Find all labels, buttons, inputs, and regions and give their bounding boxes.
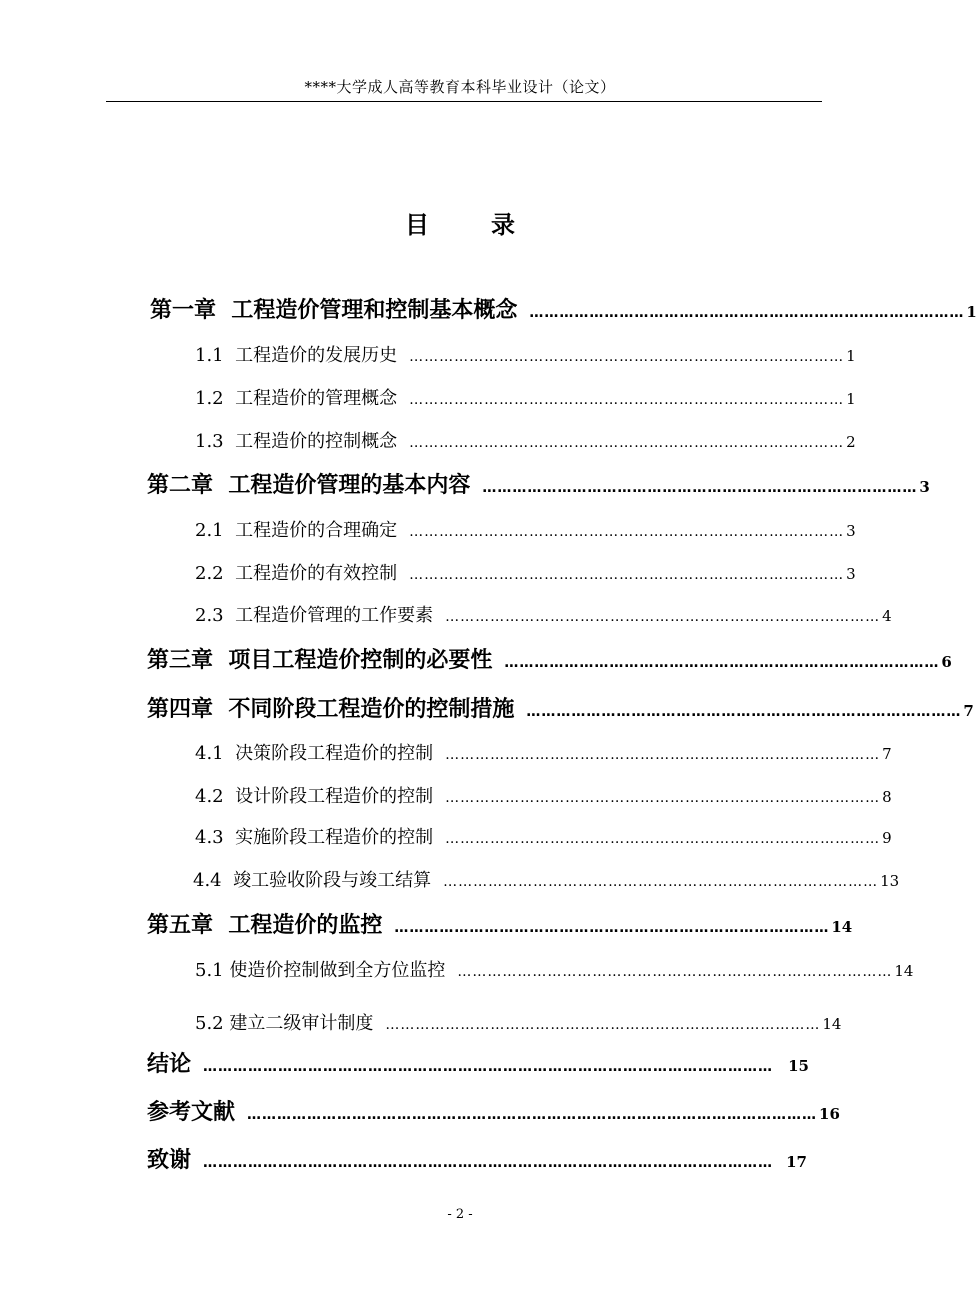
toc-entry-page: 3 <box>846 522 856 540</box>
toc-entry-section-2-1[interactable] <box>195 516 856 542</box>
toc-entry-page: 3 <box>919 478 930 496</box>
toc-leader-dots: …………………………………………………………………………… <box>409 435 845 451</box>
toc-entry-page: 4 <box>882 607 892 625</box>
toc-leader-dots: …………………………………………………………………………… <box>445 831 881 847</box>
toc-entry-number: 1.2 <box>195 388 236 409</box>
toc-entry-title: 工程造价的合理确定 <box>235 520 398 541</box>
toc-entry-page: 14 <box>894 962 914 980</box>
toc-entry-title: 实施阶段工程造价的控制 <box>235 827 434 848</box>
toc-entry-title: 结论 <box>147 1052 192 1077</box>
toc-entry-section-2-3[interactable] <box>195 601 892 627</box>
toc-entry-section-1-3[interactable] <box>195 427 856 453</box>
toc-leader-dots: …………………………………………………………………………… <box>457 964 893 980</box>
toc-entry-number: 1.3 <box>195 431 236 452</box>
toc-entry-page: 16 <box>819 1105 840 1123</box>
toc-leader-dots: …………………………………………………………………………… <box>394 920 830 936</box>
toc-leader-dots: …………………………………………………………………………… <box>445 609 881 625</box>
toc-entry-page: 9 <box>882 829 892 847</box>
toc-entry-chapter-2[interactable] <box>147 468 930 498</box>
toc-entry-page: 14 <box>831 918 853 936</box>
toc-entry-title: 工程造价管理的基本内容 <box>228 473 471 498</box>
toc-entry-section-4-2[interactable] <box>195 782 892 808</box>
toc-entry-title: 工程造价的发展历史 <box>235 345 398 366</box>
toc-leader-dots: …………………………………………………………………………… <box>385 1017 821 1033</box>
toc-entry-chapter-1[interactable] <box>150 293 977 323</box>
toc-entry-number: 4.4 <box>193 870 234 891</box>
toc-leader-dots: …………………………………………………………………………… <box>445 747 881 763</box>
toc-entry-page: 2 <box>846 433 856 451</box>
toc-entry-chapter-4[interactable] <box>147 692 974 722</box>
toc-entry-conclusion[interactable] <box>147 1047 809 1077</box>
toc-entry-number: 4.3 <box>195 827 236 848</box>
toc-entry-title: 工程造价的有效控制 <box>235 563 398 584</box>
toc-entry-title: 不同阶段工程造价的控制措施 <box>228 697 515 722</box>
toc-leader-dots: …………………………………………………………………………………………………… <box>247 1107 818 1123</box>
toc-entry-page: 7 <box>963 702 974 720</box>
toc-entry-title: 使造价控制做到全方位监控 <box>229 960 446 981</box>
toc-leader-dots: …………………………………………………………………………… <box>526 704 962 720</box>
toc-entry-chapter-5[interactable] <box>147 908 853 938</box>
toc-entry-title: 参考文献 <box>147 1100 236 1125</box>
toc-entry-number: 第五章 <box>147 913 229 938</box>
toc-entry-section-1-2[interactable] <box>195 384 856 410</box>
toc-entry-number: 第三章 <box>147 648 229 673</box>
toc-entry-title: 设计阶段工程造价的控制 <box>235 786 434 807</box>
toc-leader-dots: …………………………………………………………………………………………………… <box>203 1155 774 1171</box>
toc-leader-dots: …………………………………………………………………………………………………… <box>203 1059 774 1075</box>
toc-entry-title: 决策阶段工程造价的控制 <box>235 743 434 764</box>
toc-entry-chapter-3[interactable] <box>147 643 952 673</box>
toc-entry-section-4-3[interactable] <box>195 823 892 849</box>
toc-entry-section-2-2[interactable] <box>195 559 856 585</box>
toc-entry-number: 2.2 <box>195 563 236 584</box>
toc-entry-title: 致谢 <box>147 1148 192 1173</box>
toc-entry-references[interactable] <box>147 1095 840 1125</box>
toc-leader-dots: …………………………………………………………………………… <box>409 349 845 365</box>
toc-leader-dots: …………………………………………………………………………… <box>409 524 845 540</box>
toc-entry-acknowledgements[interactable] <box>147 1143 807 1173</box>
toc-entry-title: 项目工程造价控制的必要性 <box>228 648 493 673</box>
toc-entry-title: 工程造价管理的工作要素 <box>235 605 434 626</box>
toc-entry-title: 工程造价管理和控制基本概念 <box>231 298 518 323</box>
toc-entry-page: 6 <box>941 653 952 671</box>
toc-entry-number: 第一章 <box>150 298 232 323</box>
toc-title <box>0 205 920 240</box>
toc-entry-section-5-1[interactable] <box>195 956 914 982</box>
toc-entry-number: 5.2 <box>195 1013 230 1034</box>
toc-entry-number: 第四章 <box>147 697 229 722</box>
toc-entry-page: 1 <box>966 303 977 321</box>
toc-entry-title: 工程造价的监控 <box>228 913 383 938</box>
toc-entry-title: 建立二级审计制度 <box>229 1013 374 1034</box>
toc-entry-page: 8 <box>882 788 892 806</box>
toc-entry-page: 1 <box>846 390 856 408</box>
page-number-footer: - 2 - <box>447 1207 473 1222</box>
toc-leader-dots: …………………………………………………………………………… <box>443 874 879 890</box>
toc-leader-dots: …………………………………………………………………………… <box>529 305 965 321</box>
toc-entry-title: 竣工验收阶段与竣工结算 <box>233 870 432 891</box>
toc-leader-dots: …………………………………………………………………………… <box>409 392 845 408</box>
toc-entry-page: 17 <box>786 1153 807 1171</box>
toc-entry-number: 2.1 <box>195 520 236 541</box>
toc-entry-number: 2.3 <box>195 605 236 626</box>
toc-entry-page: 1 <box>846 347 856 365</box>
toc-entry-number: 1.1 <box>195 345 236 366</box>
toc-entry-number: 5.1 <box>195 960 230 981</box>
toc-entry-page: 14 <box>822 1015 842 1033</box>
toc-entry-number: 4.1 <box>195 743 236 764</box>
toc-entry-number: 4.2 <box>195 786 236 807</box>
header-rule <box>106 101 822 102</box>
running-header: ****大学成人高等教育本科毕业设计（论文） <box>304 78 616 96</box>
toc-leader-dots: …………………………………………………………………………… <box>409 567 845 583</box>
toc-entry-section-5-2[interactable] <box>195 1009 842 1035</box>
toc-title-char-1: 目 <box>405 211 429 239</box>
toc-entry-number: 第二章 <box>147 473 229 498</box>
toc-entry-page: 15 <box>788 1057 809 1075</box>
toc-entry-page: 13 <box>880 872 900 890</box>
toc-entry-title: 工程造价的管理概念 <box>235 388 398 409</box>
toc-entry-section-4-1[interactable] <box>195 739 892 765</box>
toc-entry-section-4-4[interactable] <box>193 866 900 892</box>
toc-leader-dots: …………………………………………………………………………… <box>445 790 881 806</box>
toc-entry-title: 工程造价的控制概念 <box>235 431 398 452</box>
toc-entry-section-1-1[interactable] <box>195 341 856 367</box>
toc-title-char-2: 录 <box>491 211 515 239</box>
toc-entry-page: 3 <box>846 565 856 583</box>
toc-leader-dots: …………………………………………………………………………… <box>504 655 940 671</box>
toc-leader-dots: …………………………………………………………………………… <box>482 480 918 496</box>
toc-entry-page: 7 <box>882 745 892 763</box>
